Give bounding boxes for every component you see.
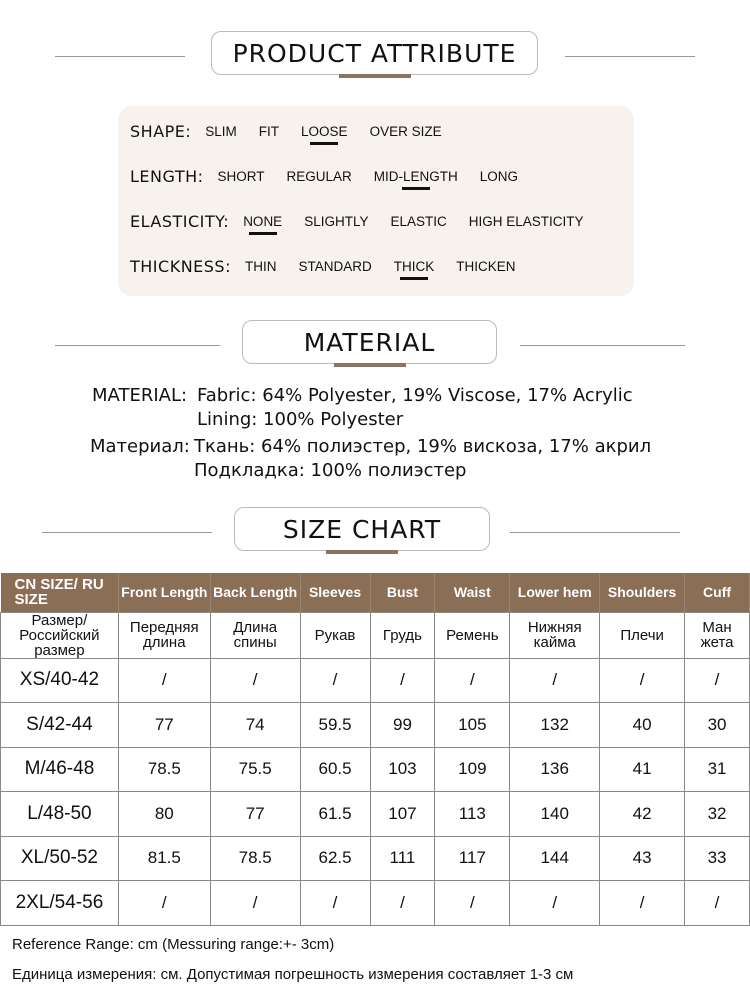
table-cell: 144 <box>510 836 600 881</box>
column-header-ru: Рукав <box>300 612 370 658</box>
table-cell: 132 <box>510 703 600 748</box>
material-ru-lining: Подкладка: 100% полиэстер <box>194 460 467 481</box>
attribute-option: SLIM <box>205 123 237 139</box>
column-header-ru: Длина спины <box>210 612 300 658</box>
column-header-ru: Ремень <box>435 612 510 658</box>
attribute-option: THIN <box>244 258 277 274</box>
table-cell: 99 <box>370 703 435 748</box>
table-cell: 61.5 <box>300 792 370 837</box>
section-title <box>234 507 490 551</box>
table-cell: 80 <box>118 792 210 837</box>
table-cell: 30 <box>685 703 750 748</box>
attribute-option: HIGH ELASTICITY <box>468 213 584 229</box>
table-cell: 59.5 <box>300 703 370 748</box>
column-header: Waist <box>435 573 510 612</box>
column-header-ru: Плечи <box>600 612 685 658</box>
column-header-ru: Ман жета <box>685 612 750 658</box>
material-ru-label: Материал: <box>90 436 190 457</box>
attribute-label: THICKNESS: <box>130 256 231 276</box>
column-header-ru: Нижняя кайма <box>510 612 600 658</box>
table-cell: 81.5 <box>118 836 210 881</box>
table-cell: / <box>600 881 685 926</box>
reference-note-ru: Единица измерения: см. Допустимая погрешность измерения составляет 1-3 см <box>12 966 574 983</box>
table-row <box>1 836 750 881</box>
size-cell: L/48-50 <box>1 792 119 837</box>
table-row <box>1 881 750 926</box>
table-cell: 107 <box>370 792 435 837</box>
attribute-option: STANDARD <box>298 258 372 274</box>
table-cell: / <box>685 658 750 703</box>
section-header-material <box>0 320 750 370</box>
column-header-ru: Передняя длина <box>118 612 210 658</box>
table-row-ru-headers <box>1 612 750 658</box>
table-cell: 113 <box>435 792 510 837</box>
table-cell: 62.5 <box>300 836 370 881</box>
column-header: Sleeves <box>300 573 370 612</box>
table-cell: / <box>685 881 750 926</box>
attribute-option-selected: THICK <box>393 258 435 274</box>
section-title <box>211 31 538 75</box>
table-cell: / <box>118 881 210 926</box>
size-chart-table <box>0 573 750 926</box>
column-header: CN SIZE/ RU SIZE <box>1 573 119 612</box>
column-header: Back Length <box>210 573 300 612</box>
attribute-option: SHORT <box>217 168 265 184</box>
size-cell: 2XL/54-56 <box>1 881 119 926</box>
section-title <box>242 320 497 364</box>
table-cell: 103 <box>370 747 435 792</box>
attribute-option: REGULAR <box>286 168 352 184</box>
attribute-option-selected: LOOSE <box>301 123 348 139</box>
table-cell: / <box>210 881 300 926</box>
attribute-row-elasticity <box>130 206 606 236</box>
table-cell: 78.5 <box>210 836 300 881</box>
column-header: Cuff <box>685 573 750 612</box>
table-cell: 60.5 <box>300 747 370 792</box>
table-row <box>1 792 750 837</box>
column-header: Front Length <box>118 573 210 612</box>
attribute-option-selected: NONE <box>243 213 283 229</box>
attribute-label: SHAPE: <box>130 121 192 141</box>
table-cell: / <box>370 881 435 926</box>
table-cell: / <box>510 881 600 926</box>
attribute-row-length <box>130 161 540 191</box>
table-cell: 32 <box>685 792 750 837</box>
table-cell: 109 <box>435 747 510 792</box>
column-header: Lower hem <box>510 573 600 612</box>
table-cell: 77 <box>210 792 300 837</box>
size-cell: XL/50-52 <box>1 836 119 881</box>
attribute-option-selected: MID-LENGTH <box>373 168 458 184</box>
attribute-label: LENGTH: <box>130 166 204 186</box>
column-header: Shoulders <box>600 573 685 612</box>
table-cell: 117 <box>435 836 510 881</box>
attribute-option: ELASTIC <box>390 213 447 229</box>
table-cell: 77 <box>118 703 210 748</box>
table-cell: / <box>210 658 300 703</box>
title-text: PRODUCT ATTRIBUTE <box>232 38 517 68</box>
table-cell: / <box>300 658 370 703</box>
material-en-lining: Lining: 100% Polyester <box>197 409 404 430</box>
table-cell: / <box>435 658 510 703</box>
table-cell: 33 <box>685 836 750 881</box>
attribute-row-thickness <box>130 251 538 281</box>
table-cell: 75.5 <box>210 747 300 792</box>
size-cell: M/46-48 <box>1 747 119 792</box>
table-cell: 140 <box>510 792 600 837</box>
table-cell: 74 <box>210 703 300 748</box>
material-ru-fabric: Ткань: 64% полиэстер, 19% вискоза, 17% акрил <box>194 436 652 457</box>
attribute-option: OVER SIZE <box>369 123 442 139</box>
column-header-ru: Грудь <box>370 612 435 658</box>
size-cell: S/42-44 <box>1 703 119 748</box>
table-cell: / <box>435 881 510 926</box>
attribute-option: THICKEN <box>456 258 516 274</box>
table-cell: 111 <box>370 836 435 881</box>
table-row <box>1 747 750 792</box>
attribute-row-shape <box>130 116 464 146</box>
attribute-option: LONG <box>479 168 519 184</box>
section-header-attributes <box>0 31 750 81</box>
column-header-ru: Размер/ Российский размер <box>1 612 119 658</box>
reference-note-en: Reference Range: cm (Messuring range:+- 3cm) <box>12 936 335 953</box>
table-cell: / <box>370 658 435 703</box>
table-cell: 43 <box>600 836 685 881</box>
attribute-option: FIT <box>258 123 280 139</box>
table-cell: 136 <box>510 747 600 792</box>
table-cell: 41 <box>600 747 685 792</box>
table-row <box>1 658 750 703</box>
table-cell: / <box>118 658 210 703</box>
material-en-fabric: Fabric: 64% Polyester, 19% Viscose, 17% Acrylic <box>197 385 633 406</box>
section-header-size-chart <box>0 507 750 557</box>
attribute-panel <box>118 106 634 296</box>
size-cell: XS/40-42 <box>1 658 119 703</box>
table-row <box>1 703 750 748</box>
table-cell: / <box>300 881 370 926</box>
column-header: Bust <box>370 573 435 612</box>
attribute-label: ELASTICITY: <box>130 211 230 231</box>
material-en-label: MATERIAL: <box>92 385 188 406</box>
table-cell: 40 <box>600 703 685 748</box>
table-cell: 42 <box>600 792 685 837</box>
table-cell: 105 <box>435 703 510 748</box>
table-cell: 31 <box>685 747 750 792</box>
title-text: MATERIAL <box>303 327 436 357</box>
attribute-option: SLIGHTLY <box>304 213 369 229</box>
table-cell: / <box>600 658 685 703</box>
table-cell: / <box>510 658 600 703</box>
table-cell: 78.5 <box>118 747 210 792</box>
title-text: SIZE CHART <box>282 514 442 544</box>
